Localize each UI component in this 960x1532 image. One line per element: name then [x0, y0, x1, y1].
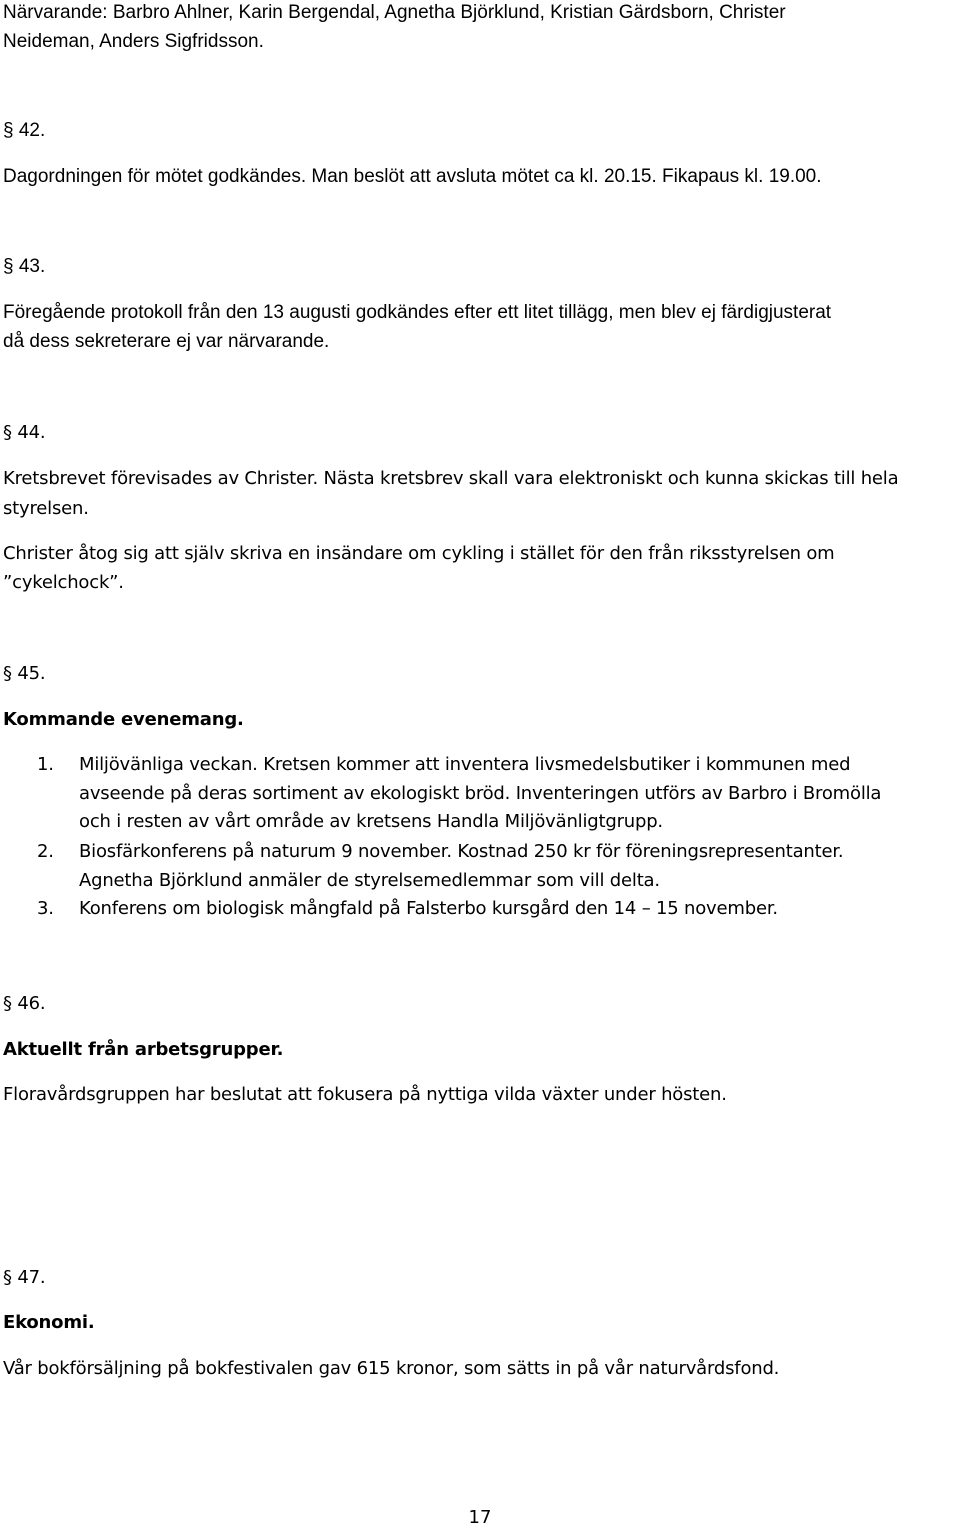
list-item-line: Agnetha Björklund anmäler de styrelsemedlemmar som vill delta.: [79, 869, 660, 891]
section-47-number: § 47.: [3, 1267, 46, 1288]
list-item-number: 1.: [37, 754, 54, 775]
section-47-heading: Ekonomi.: [3, 1312, 95, 1333]
page-number: 17: [468, 1507, 492, 1528]
list-item-line: avseende på deras sortiment av ekologiskt bröd. Inventeringen utförs av Barbro i Bromölla: [79, 782, 882, 804]
section-43-number: § 43.: [3, 256, 46, 277]
section-44-p2-line-2: ”cykelchock”.: [3, 572, 124, 593]
list-item-line: och i resten av vårt område av kretsens Handla Miljövänligtgrupp.: [79, 811, 663, 833]
list-item-line: Miljövänliga veckan. Kretsen kommer att inventera livsmedelsbutiker i kommunen med: [79, 754, 851, 775]
section-42-text: Dagordningen för mötet godkändes. Man beslöt att avsluta mötet ca kl. 20.15. Fikapaus kl. 19.00.: [3, 166, 822, 187]
list-item-line: Biosfärkonferens på naturum 9 november. Kostnad 250 kr för föreningsrepresentanter.: [79, 841, 844, 862]
section-46-number: § 46.: [3, 993, 46, 1014]
section-45-heading: Kommande evenemang.: [3, 709, 244, 730]
section-42-number: § 42.: [3, 120, 46, 141]
attendees-line-1: Närvarande: Barbro Ahlner, Karin Bergendal, Agnetha Björklund, Kristian Gärdsborn, Christer: [3, 2, 786, 23]
section-47-text: Vår bokförsäljning på bokfestivalen gav 615 kronor, som sätts in på vår naturvårdsfond.: [3, 1358, 780, 1379]
section-44-p1-line-2: styrelsen.: [3, 498, 89, 519]
list-item-number: 3.: [37, 898, 54, 919]
list-item-number: 2.: [37, 841, 54, 862]
section-45-number: § 45.: [3, 663, 46, 684]
section-44-p1-line-1: Kretsbrevet förevisades av Christer. Nästa kretsbrev skall vara elektroniskt och kunna skickas till hela: [3, 468, 899, 489]
attendees-line-2: Neideman, Anders Sigfridsson.: [3, 31, 264, 52]
section-46-heading: Aktuellt från arbetsgrupper.: [3, 1039, 284, 1060]
section-46-text: Floravårdsgruppen har beslutat att fokusera på nyttiga vilda växter under hösten.: [3, 1084, 727, 1105]
section-44-number: § 44.: [3, 422, 46, 443]
section-43-line-1: Föregående protokoll från den 13 augusti godkändes efter ett litet tillägg, men blev ej färdigjusterat: [3, 302, 832, 323]
list-item-line: Konferens om biologisk mångfald på Falsterbo kursgård den 14 – 15 november.: [79, 898, 778, 919]
section-43-line-2: då dess sekreterare ej var närvarande.: [3, 331, 330, 352]
section-44-p2-line-1: Christer åtog sig att själv skriva en insändare om cykling i stället för den från riksstyrelsen om: [3, 543, 835, 564]
